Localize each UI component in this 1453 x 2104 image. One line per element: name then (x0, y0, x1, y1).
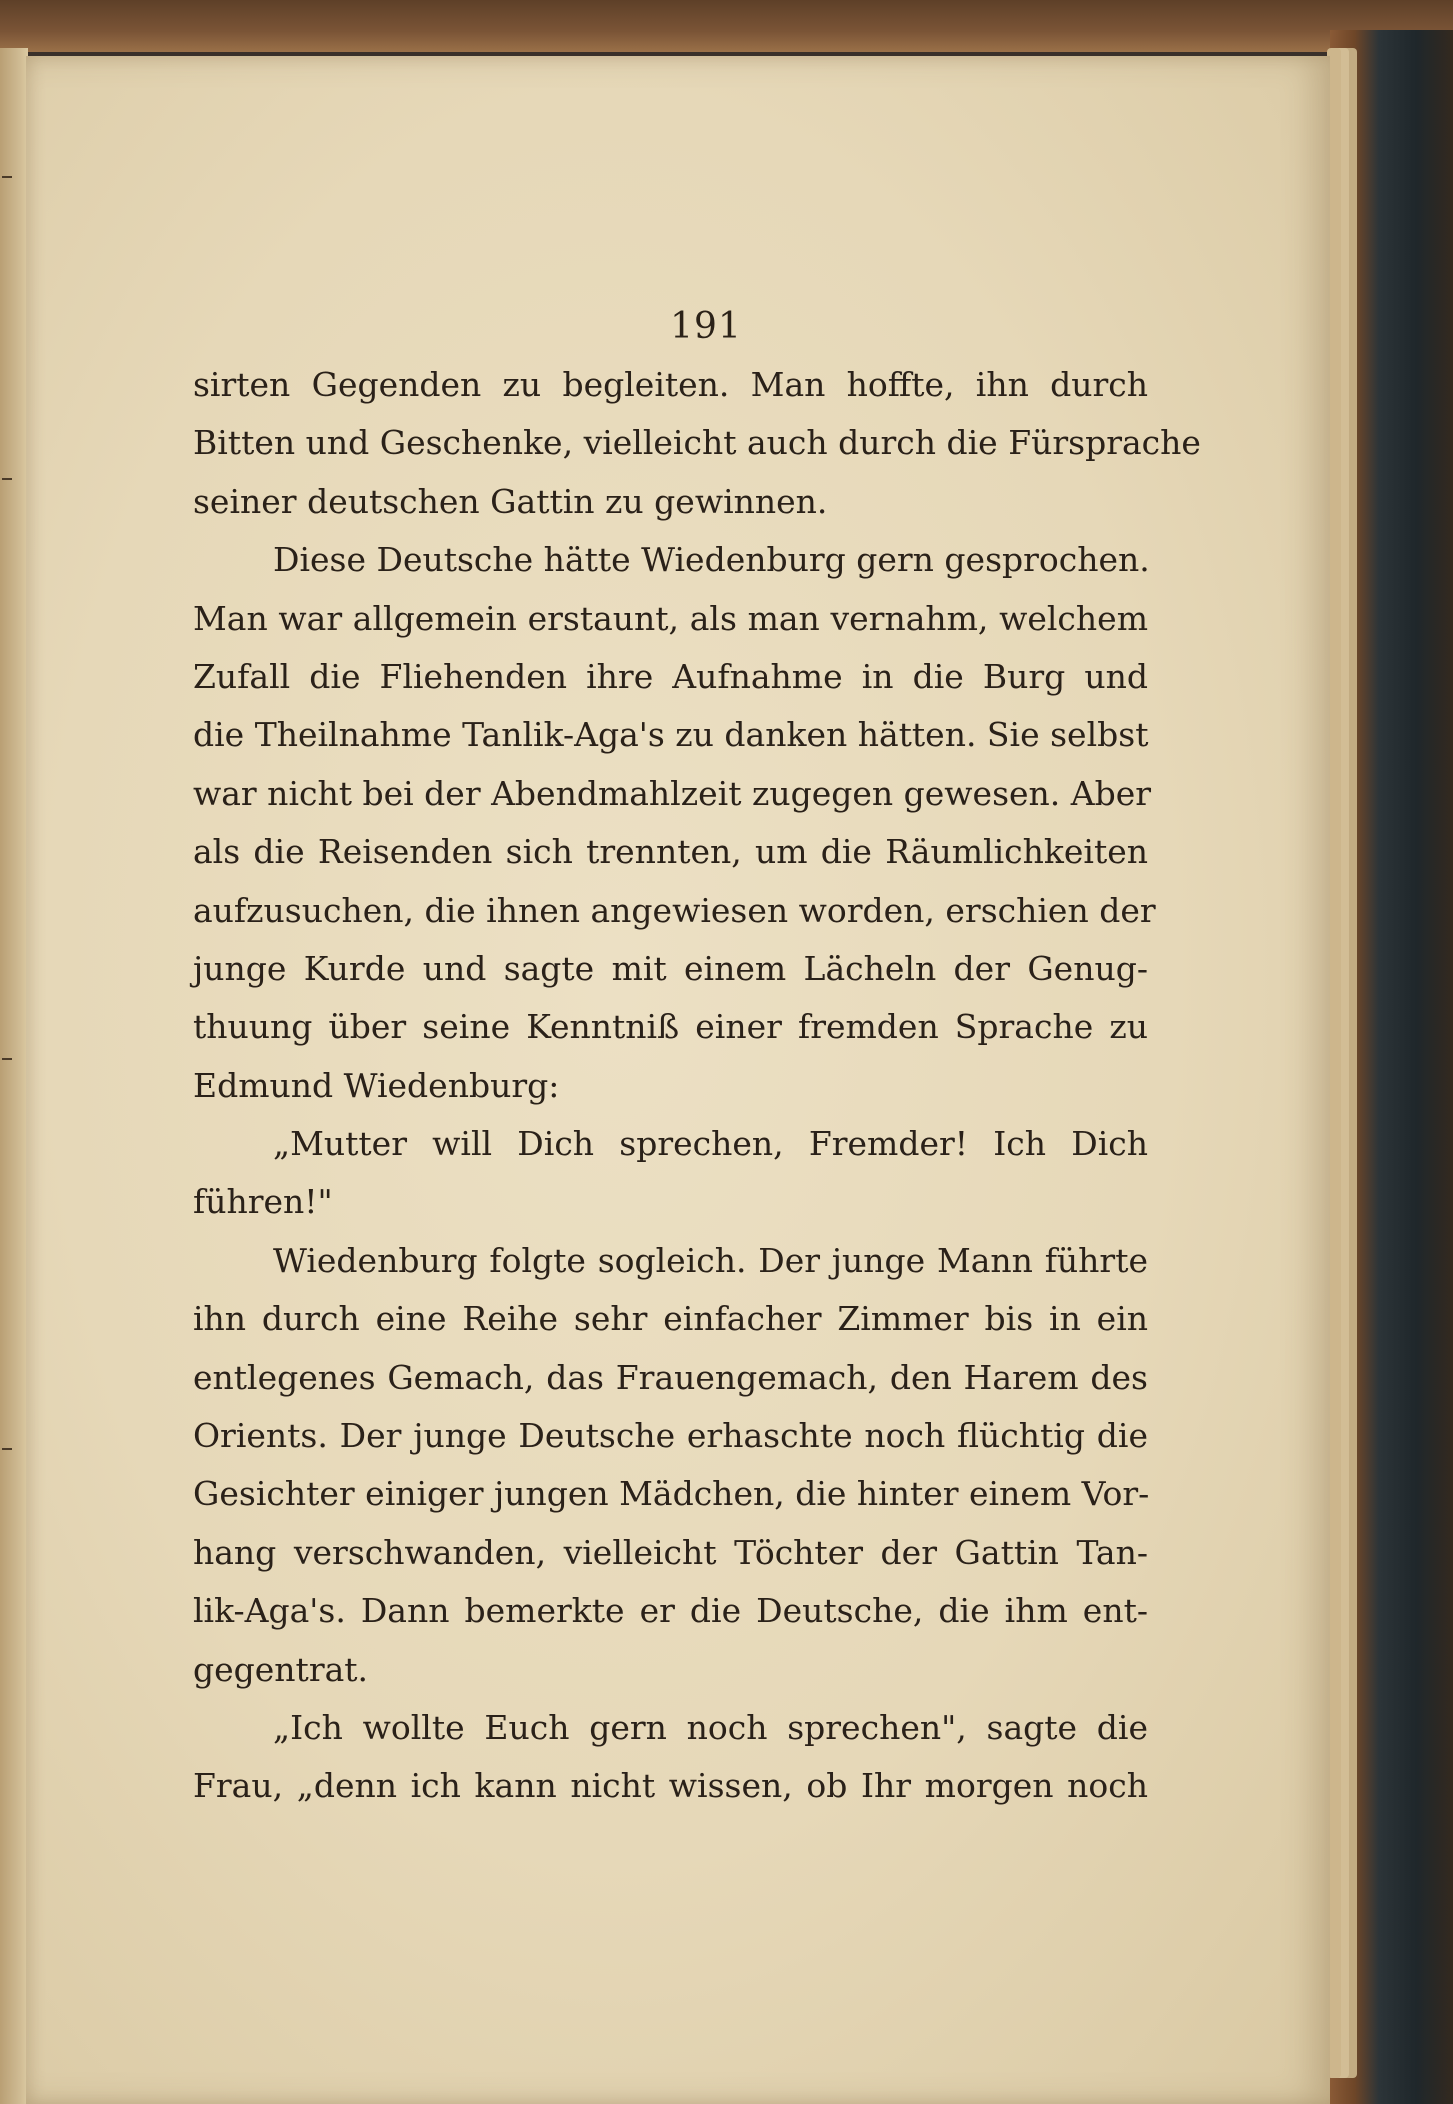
text-line: Orients. Der junge Deutsche erhaschte noch flüchtig die (193, 1416, 1148, 1456)
text-line: Bitten und Geschenke, vielleicht auch durch die Fürsprache (193, 423, 1201, 463)
text-line: Frau, „denn ich kann nicht wissen, ob Ihr morgen noch (193, 1766, 1148, 1806)
text-line: führen!" (193, 1182, 333, 1222)
margin-mark (2, 1448, 12, 1450)
body-text (193, 356, 1201, 1816)
text-line: war nicht bei der Abendmahlzeit zugegen gewesen. Aber (193, 773, 1152, 813)
text-line: Diese Deutsche hätte Wiedenburg gern gesprochen. (273, 540, 1150, 580)
text-line: seiner deutschen Gattin zu gewinnen. (193, 481, 828, 521)
text-line: „Mutter will Dich sprechen, Fremder! Ich Dich (273, 1124, 1148, 1164)
text-line: Wiedenburg folgte sogleich. Der junge Mann führte (273, 1240, 1148, 1280)
text-line: entlegenes Gemach, das Frauengemach, den Harem des (193, 1357, 1148, 1397)
text-line: Gesichter einiger jungen Mädchen, die hinter einem Vor- (193, 1474, 1150, 1514)
margin-mark (2, 1058, 12, 1060)
text-line: Edmund Wiedenburg: (193, 1065, 560, 1105)
book-cover-top (0, 0, 1453, 52)
text-line: ihn durch eine Reihe sehr einfacher Zimmer bis in ein (193, 1299, 1148, 1339)
text-line: als die Reisenden sich trennten, um die Räumlichkeiten (193, 832, 1148, 872)
page-number: 191 (670, 306, 742, 347)
text-line: thuung über seine Kenntniß einer fremden Sprache zu (193, 1007, 1148, 1047)
text-line: sirten Gegenden zu begleiten. Man hoffte, ihn durch (193, 365, 1148, 404)
text-line: „Ich wollte Euch gern noch sprechen", sagte die (273, 1707, 1148, 1747)
text-line: Zufall die Fliehenden ihre Aufnahme in die Burg und (193, 656, 1148, 696)
text-line: lik-Aga's. Dann bemerkte er die Deutsche, die ihm ent- (193, 1591, 1148, 1631)
page-left-edge (0, 48, 28, 2104)
text-line: gegentrat. (193, 1649, 369, 1689)
text-line: Man war allgemein erstaunt, als man vernahm, welchem (193, 598, 1148, 638)
text-line: junge Kurde und sagte mit einem Lächeln der Genug- (193, 948, 1148, 988)
text-line: hang verschwanden, vielleicht Töchter der Gattin Tan- (193, 1532, 1148, 1572)
text-line: die Theilnahme Tanlik-Aga's zu danken hätten. Sie selbst (193, 715, 1149, 755)
text-line: aufzusuchen, die ihnen angewiesen worden, erschien der (193, 890, 1156, 930)
margin-mark (2, 176, 12, 178)
margin-mark (2, 478, 12, 480)
